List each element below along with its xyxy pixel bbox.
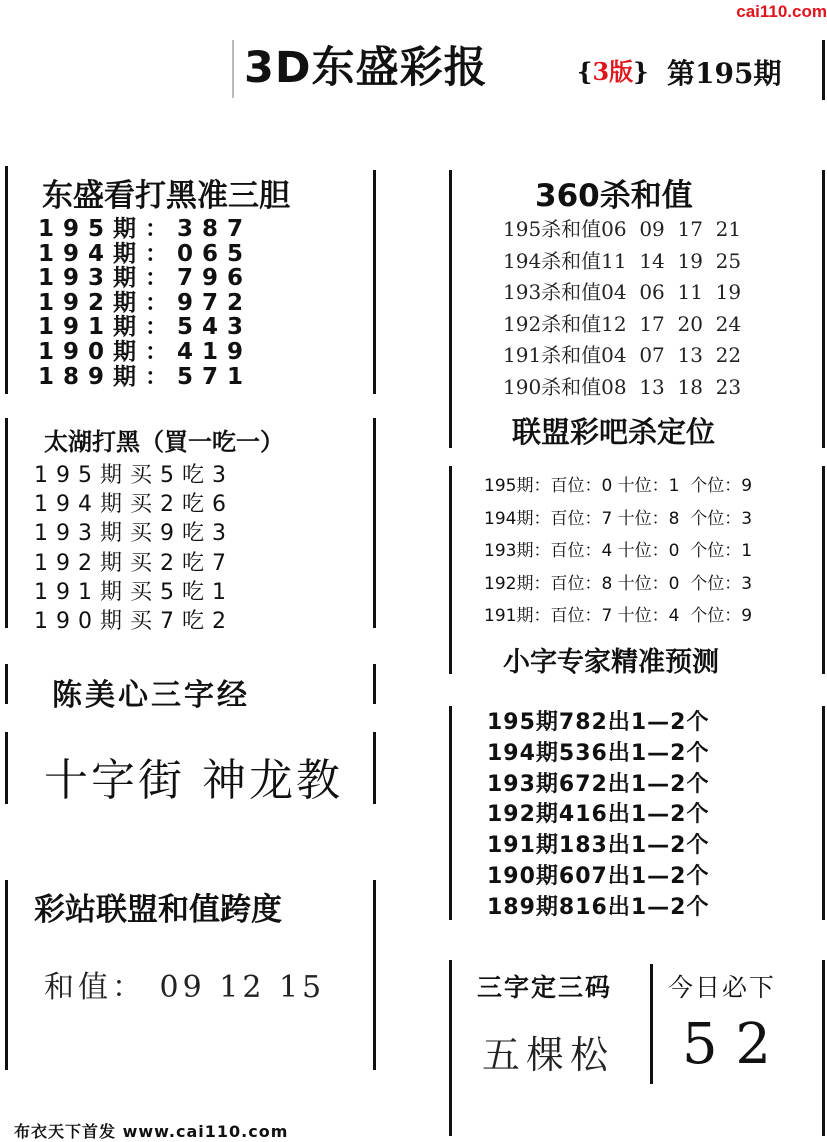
taihu-list [34, 461, 234, 636]
sanzi-title: 三字定三码 [477, 973, 613, 1002]
section-border-left [449, 960, 452, 1136]
section-border-right [373, 880, 376, 1070]
list-item: 194期：065 [38, 240, 253, 267]
issue-number: 第195期 [667, 57, 782, 90]
dongsheng-list [38, 217, 252, 389]
list-item: 195期782出1—2个 [487, 710, 710, 735]
list-item: 194期：百位：7 十位：8 个位：3 [484, 508, 753, 529]
list-item: 193期：百位：4 十位：0 个位：1 [484, 541, 753, 561]
list-item: 190期607出1—2个 [487, 863, 710, 889]
section-border-right [373, 170, 376, 394]
edition-brace-close: } [633, 57, 649, 86]
list-item: 195期：百位：0 十位：1 个位：9 [484, 476, 753, 496]
page-title: 3D东盛彩报 [244, 43, 488, 93]
section-border-left [5, 418, 8, 628]
section-border-left [449, 466, 452, 674]
list-item: 190期买7吃2 [34, 609, 234, 635]
taihu-title: 太湖打黑（買一吃一） [44, 428, 284, 456]
list-item: 191期：百位：7 十位：4 个位：9 [484, 606, 753, 626]
section-border-right [373, 664, 376, 704]
list-item: 193期：796 [38, 265, 253, 292]
lianmeng-list [484, 470, 752, 633]
caizhan-sum-values: 和值： 09 12 15 [44, 970, 326, 1005]
list-item: 195杀和值06 09 17 21 [503, 217, 742, 241]
header-right-bar [822, 40, 825, 100]
section-border-right [822, 466, 825, 674]
list-item: 192杀和值12 17 20 24 [503, 311, 742, 336]
section-border-right [373, 732, 376, 804]
chen-title: 陈美心三字经 [52, 678, 250, 713]
sanzi-text: 五棵松 [482, 1033, 615, 1077]
section-border-right [373, 418, 376, 628]
list-item: 189期816出1—2个 [487, 894, 710, 920]
list-item: 193杀和值04 06 11 19 [503, 280, 742, 304]
list-item: 191杀和值04 07 13 22 [503, 343, 742, 367]
list-item: 194杀和值11 14 19 25 [503, 248, 742, 273]
list-item: 193期672出1—2个 [487, 771, 710, 797]
section-border-left [5, 880, 8, 1070]
list-item: 195期买5吃3 [34, 463, 234, 488]
list-item: 192期买2吃7 [34, 550, 234, 576]
section-border-left [449, 170, 452, 448]
edition-label [577, 52, 649, 87]
xiaozi-title: 小字专家精准预测 [503, 647, 719, 678]
list-item: 194期536出1—2个 [487, 740, 710, 766]
kill360-list [503, 214, 741, 403]
today-numbers: 5 2 [682, 1012, 772, 1077]
list-item: 193期买9吃3 [34, 521, 234, 547]
edition-brace-open: { [577, 57, 593, 86]
lianmeng-title: 联盟彩吧杀定位 [512, 415, 716, 449]
section-border-right [822, 960, 825, 1136]
section-border-right [822, 170, 825, 448]
today-title: 今日必下 [668, 973, 777, 1002]
section-border-left [5, 166, 8, 394]
section-border-right [822, 706, 825, 920]
kill360-title: 360杀和值 [535, 178, 693, 214]
footer-credit: 布衣天下首发 www.cai110.com [14, 1122, 289, 1141]
dongsheng-title: 东盛看打黑准三胆 [42, 178, 290, 214]
list-item: 190杀和值08 13 18 23 [503, 374, 742, 399]
section-divider [650, 964, 653, 1084]
chen-text: 十字街 神龙教 [44, 755, 343, 806]
list-item: 192期：百位：8 十位：0 个位：3 [484, 573, 753, 594]
caizhan-title: 彩站联盟和值跨度 [34, 892, 282, 928]
header-left-bar [232, 40, 234, 98]
list-item: 195期：387 [38, 216, 253, 242]
edition-number: 3版 [592, 57, 634, 86]
list-item: 190期：419 [38, 338, 253, 365]
list-item: 191期183出1—2个 [487, 833, 710, 859]
list-item: 191期买5吃1 [34, 579, 234, 605]
list-item: 189期：571 [38, 363, 253, 390]
section-border-left [5, 664, 8, 704]
section-border-left [449, 706, 452, 920]
section-border-left [5, 732, 8, 804]
xiaozi-list [487, 708, 709, 924]
site-watermark: cai110.com [736, 2, 827, 21]
list-item: 194期买2吃6 [34, 492, 234, 518]
list-item: 192期：972 [38, 289, 253, 316]
list-item: 192期416出1—2个 [487, 802, 710, 828]
list-item: 191期：543 [38, 314, 253, 341]
